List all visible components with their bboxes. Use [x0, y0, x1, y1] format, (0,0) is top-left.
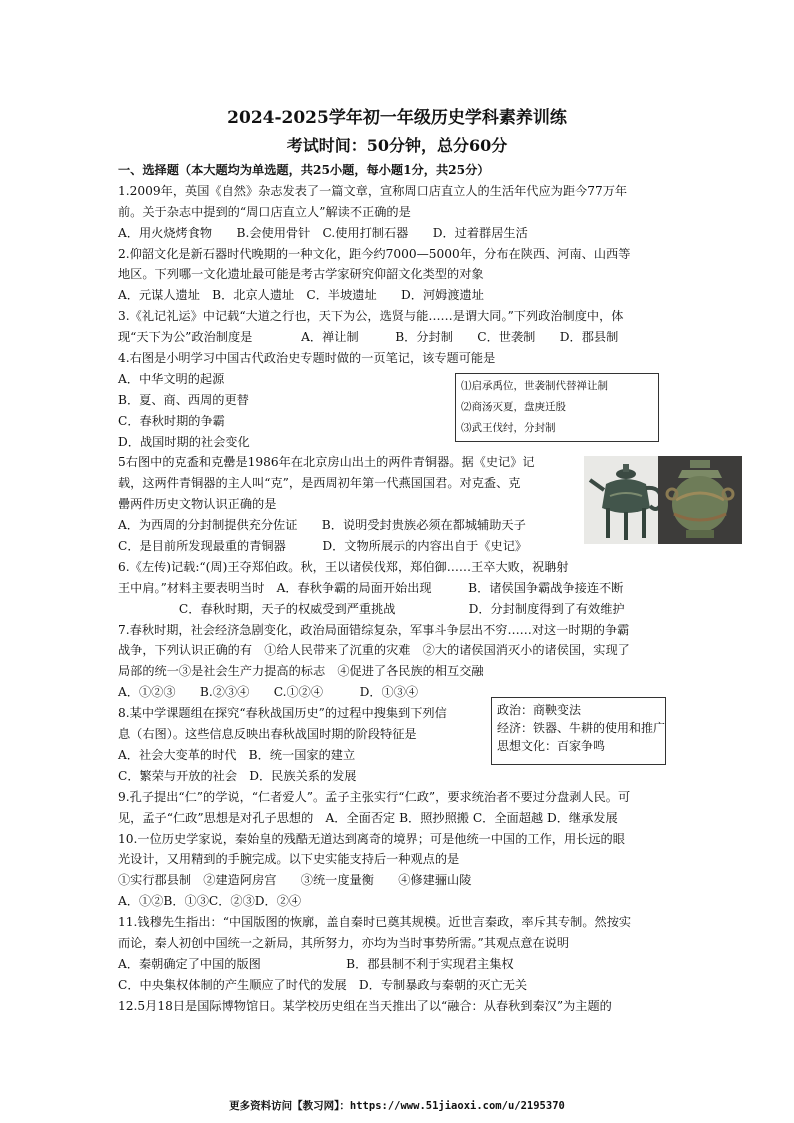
text-line: 4.右图是小明学习中国古代政治史专题时做的一页笔记，该专题可能是 [118, 351, 496, 366]
text-line: 12.5月18日是国际博物馆日。某学校历史组在当天推出了以“融合：从春秋到秦汉”为主题的 [118, 998, 612, 1013]
note-line: ⑶武王伐纣，分封制 [461, 422, 556, 434]
section-heading: 一、选择题（本大题均为单选题，共25小题，每小题1分，共25分） [118, 163, 490, 177]
text-line: D．战国时期的社会变化 [118, 434, 250, 449]
text-line: A．①②③ B.②③④ C.①②④ D．①③④ [118, 685, 419, 700]
text-line: 载，这两件青铜器的主人叫“克”，是西周初年第一代燕国国君。对克盉、克 [118, 476, 521, 491]
text-line: 8.某中学课题组在探究“春秋战国历史”的过程中搜集到下列信 [118, 706, 447, 721]
info-line: 思想文化：百家争鸣 [497, 739, 606, 753]
text-line: 前。关于杂志中提到的“周口店直立人”解读不正确的是 [118, 204, 411, 219]
text-line: A．中华文明的起源 [118, 371, 225, 386]
text-line: A．秦朝确定了中国的版图 B．郡县制不利于实现君主集权 [118, 956, 514, 971]
text-line: 1.2009年，英国《自然》杂志发表了一篇文章，宣称周口店直立人的生活年代应为距今77万年 [118, 183, 628, 198]
text-line: 见，孟子“仁政”思想是对孔子思想的 A．全面否定 B．照抄照搬 C．全面超越 D．继承发展 [118, 810, 618, 825]
question-body [118, 160, 684, 1017]
text-line: ①实行郡县制 ②建造阿房宫 ③统一度量衡 ④修建骊山陵 [118, 873, 472, 888]
info-line: 经济：铁器、牛耕的使用和推广 [497, 721, 666, 735]
text-line: A．用火烧烤食物 B.会使用骨针 C.使用打制石器 D．过着群居生活 [118, 225, 528, 240]
text-line: 战争，下列认识正确的有 ①给人民带来了沉重的灾难 ②大的诸侯国消灭小的诸侯国，实现了 [118, 643, 630, 658]
text-line: 5右图中的克盉和克罍是1986年在北京房山出土的两件青铜器。据《史记》记 [118, 455, 535, 470]
exam-title: 2024-2025学年初一年级历史学科素养训练 [227, 108, 567, 128]
text-line: C．繁荣与开放的社会 D．民族关系的发展 [118, 768, 357, 783]
text-line: 息（右图）。这些信息反映出春秋战国时期的阶段特征是 [118, 727, 417, 742]
bronze-he-image [584, 456, 668, 544]
text-line: 11.钱穆先生指出：“中国版图的恢廓，盖自秦时已奠其规模。近世言秦政，率斥其专制。然按实 [118, 915, 632, 930]
info-line: 政治：商鞅变法 [497, 703, 582, 717]
text-line: 光设计，又用精到的手腕完成。以下史实能支持后一种观点的是 [118, 852, 460, 867]
notes-box [455, 373, 659, 442]
note-line: ⑵商汤灭夏，盘庚迁殷 [461, 401, 566, 413]
text-line: 2.仰韶文化是新石器时代晚期的一种文化，距今约7000—5000年，分布在陕西、河南、山西等 [118, 246, 631, 261]
info-box [491, 697, 666, 765]
text-line: C．春秋时期，天子的权威受到严重挑战 D．分封制度得到了有效维护 [118, 601, 625, 616]
exam-subtitle: 考试时间：50分钟，总分60分 [286, 136, 508, 155]
bronze-lei-image [658, 456, 742, 544]
text-line: 而论，秦人初创中国统一之新局，其所努力，亦均为当时事势所需。”其观点意在说明 [118, 935, 570, 950]
text-line: C．春秋时期的争霸 [118, 413, 225, 428]
text-line: A．社会大变革的时代 B．统一国家的建立 [118, 747, 356, 762]
text-line: 9.孔子提出“仁”的学说，“仁者爱人”。孟子主张实行“仁政”，要求统治者不要过分盘剥人民。可 [118, 789, 631, 804]
text-line: 罍两件历史文物认识正确的是 [118, 497, 277, 512]
text-line: 3.《礼记礼运》中记载“大道之行也，天下为公，选贤与能……是谓大同。”下列政治制度中，体 [118, 309, 624, 324]
text-line: C．是目前所发现最重的青铜器 D．文物所展示的内容出自于《史记》 [118, 539, 528, 554]
footer-link[interactable]: 更多资料访问【教习网】：https://www.51jiaoxi.com/u/2195370 [229, 1100, 565, 1112]
text-line: 王中肩。”材料主要表明当时 A．春秋争霸的局面开始出现 B．诸侯国争霸战争接连不断 [118, 580, 624, 595]
text-line: A．元谋人遗址 B．北京人遗址 C．半坡遗址 D．河姆渡遗址 [118, 288, 484, 303]
text-line: 6.《左传)记载:“(周)王夺郑伯政。秋，王以诸侯伐郑，郑伯御……王卒大败，祝聃射 [118, 559, 569, 574]
text-line: 局部的统一③是社会生产力提高的标志 ④促进了各民族的相互交融 [118, 664, 484, 679]
note-line: ⑴启承禹位，世袭制代替禅让制 [461, 380, 608, 392]
text-line: A．为西周的分封制提供充分佐证 B．说明受封贵族必须在都城辅助天子 [118, 518, 526, 533]
text-line: B．夏、商、西周的更替 [118, 392, 249, 407]
text-line: 现“天下为公”政治制度是 A．禅让制 B．分封制 C．世袭制 D．郡县制 [118, 330, 619, 345]
text-line: A．①②B．①③C．②③D．②④ [118, 894, 302, 909]
text-line: 7.春秋时期，社会经济急剧变化，政治局面错综复杂，军事斗争层出不穷……对这一时期的争霸 [118, 622, 630, 637]
text-line: 10.一位历史学家说，秦始皇的残酷无道达到离奇的境界；可是他统一中国的工作，用长远的眼 [118, 831, 625, 846]
text-line: C．中央集权体制的产生顺应了时代的发展 D．专制暴政与秦朝的灭亡无关 [118, 977, 528, 992]
text-line: 地区。下列哪一文化遗址最可能是考古学家研究仰韶文化类型的对象 [118, 267, 484, 282]
